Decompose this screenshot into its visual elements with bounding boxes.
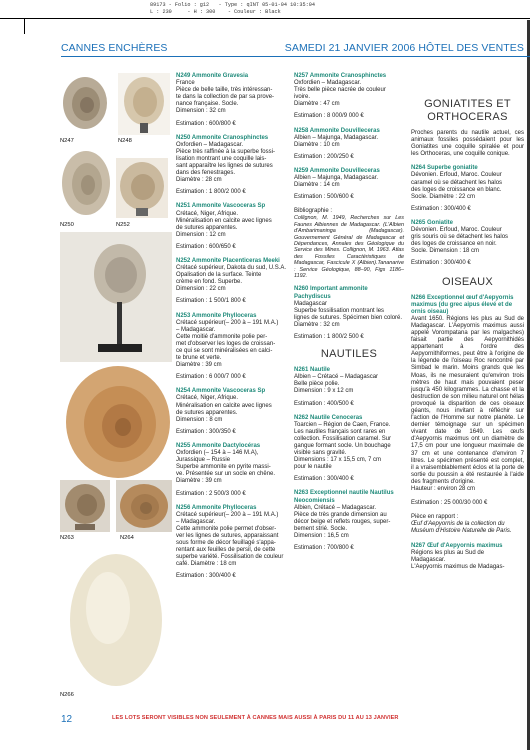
lot-line: Estimation : 8 000/9 000 € [294, 113, 364, 120]
lot-line: Cette moitié d'ammonite polie per- [176, 333, 268, 340]
lot-line: Dimensions : 17 x 15,5 cm, 7 cm [294, 457, 382, 464]
section-title-nautiles: NAUTILES [320, 348, 378, 361]
lot-line: gangue formant socle. Un bouchage [294, 442, 391, 449]
caption-n247: N247 [60, 138, 74, 144]
lot-line: Estimation : 300/350 € [176, 428, 236, 435]
print-slug [0, 0, 530, 18]
lot-line: pour le nautile [294, 464, 332, 471]
lot-item [294, 168, 404, 201]
lot-title: N254 Ammonite Vascoceras Sp [176, 388, 266, 395]
caption-n250: N250 [60, 222, 74, 228]
biblio-text: Collignon, M. 1949, Recherches sur Les Faunes Albiennes de Madagascar. (L'Albien d'Ambarimaninga (Madagascar). Gouvernement Général de Madagascar et Dépendances, Annales des Géologique du Service des Mines. Collignon, M. 1963. Atlas des Fossiles Caractéristiques de Madagascar, Fascicule X (Albien).Tananarive : Service Géologique, 88–90, Figs 1186–1192. [294, 215, 404, 280]
lot-item [176, 258, 288, 306]
lot-title: N255 Ammonite Dactylocéras [176, 442, 261, 449]
lot-line: Crétacé supérieur, Dakota du sud, U.S.A. [176, 265, 287, 272]
lot-line: Dévonien. Erfoud, Maroc. Couleur [411, 227, 502, 234]
lot-line: sant apparaître les lignes de sutures [176, 163, 273, 170]
lot-line: Régions les plus au Sud de [411, 549, 485, 556]
lot-line: Albien – Majunga, Madagascar. [294, 175, 379, 182]
lot-line: ver les lignes de sutures, apparaissant [176, 532, 279, 539]
lot-title: N259 Ammonite Douvilleceras [294, 167, 380, 174]
lot-line: nance française. Socle. [176, 101, 239, 108]
photo-n263 [60, 480, 110, 532]
column-3 [294, 73, 404, 559]
photo-n264 [116, 480, 172, 532]
section-title-oiseaux: OISEAUX [441, 275, 493, 288]
lot-line: Estimation : 700/800 € [294, 545, 354, 552]
lot-line: Albien – Majunga, Madagascar. [294, 134, 379, 141]
lot-line: de sutures apparentes. [176, 409, 238, 416]
lot-line: Estimation : 1 800/2 000 € [176, 189, 246, 196]
header-right: SAMEDI 21 JANVIER 2006 HÔTEL DES VENTES [284, 42, 524, 54]
lot-n266-hauteur: Hauteur : environ 28 cm [411, 486, 476, 493]
lot-title: N264 Superbe goniatite [411, 165, 478, 172]
lot-line: Estimation : 300/400 € [294, 476, 354, 483]
lot-line: sous forme de décor feuillagé s'appa- [176, 540, 276, 547]
lot-line: te brune et verte. [176, 355, 222, 362]
lot-line: Estimation : 400/500 € [294, 400, 354, 407]
lot-line: Crétacé supérieur(– 200 à – 191 M.A.) [176, 319, 279, 326]
lot-line: – Madagascar. [176, 518, 216, 525]
lot-line: Superbe ammonite en pyrite massi- [176, 464, 271, 471]
lot-title: N252 Ammonite Placenticeras Meeki [176, 257, 280, 264]
lot-line: Estimation : 1 800/2 500 € [294, 334, 364, 341]
lot-line: dans des fenestrages. [176, 170, 236, 177]
lot-item [176, 313, 288, 382]
lot-title: N265 Goniatite [411, 219, 454, 226]
lot-line: Dimension : 12 cm [176, 231, 226, 238]
lot-title: N249 Ammonite Gravesia [176, 73, 249, 79]
lot-title: N251 Ammonite Vascoceras Sp [176, 203, 266, 210]
photo-n250 [60, 148, 112, 218]
lot-line: Jurassique – Russie [176, 457, 231, 464]
lot-line: Madagascar. [411, 556, 446, 563]
lot-line: Estimation : 1 500/1 800 € [176, 298, 246, 305]
lot-line: Diamètre : 47 cm [294, 101, 340, 108]
column-2 [176, 73, 288, 588]
lot-line: Minéralisation en calcite avec lignes [176, 402, 272, 409]
photo-n247 [60, 73, 110, 133]
lot-line: Pièce très raffinée à la superbe fossi- [176, 148, 275, 155]
lot-item [294, 490, 404, 552]
lot-line: Dimension : 9 x 12 cm [294, 388, 354, 395]
lot-line: Les nautiles français sont rares en [294, 428, 386, 435]
lot-line: Superbe fossilisation montrant les [294, 307, 385, 314]
lot-line: Dimension : 22 cm [176, 286, 226, 293]
caption-n252: N252 [116, 222, 130, 228]
lot-line: Oxfordien (– 154 à – 146 M.A), [176, 450, 259, 457]
lot-line: Crétacé supérieur(– 200 à – 191 M.A.) [176, 511, 279, 518]
photo-n252 [116, 158, 168, 218]
lot-title: N262 Nautile Cenoceras [294, 414, 363, 421]
column-4 [411, 96, 524, 578]
lot-line: France [176, 80, 195, 87]
page-number: 12 [61, 714, 73, 725]
lot-n266-text: Avant 1650. Régions les plus au Sud de Madagascar. L'Aepyornis maximus aussi appelé Vorompatana par les malgaches) faisait partie des Aepyornithidés appartenant à l'ordre des Aepyornithiformes, peut être à l'origine de la légende de l'oiseau Roc rencontré par Simbad le marin. Moins grands que les Moas, ils ne mesuraient qu'environ trois mètres de haut mais pouvaient peser jusqu'à 450 kilogrammes. La chasse et la destruction de son milieu naturel ont hélas provoqué la disparition de ces oiseaux géants, nous invitant à réfléchir sur l'action de l'Homme sur notre planète. Le dernier témoignage sur un spécimen vivant date de 1649. Les œufs d'Aepyornis maximus ont un diamètre de 17,5 cm pour une longueur maximale de 37 cm et une contenance d'environ 7 litres. Le spécimen présenté est complet, il a vraisemblablement éclos et la porte de sortie du poussin a été restaurée à l'aide des fragments d'origine. [411, 315, 524, 485]
photo-n248 [118, 73, 170, 135]
lot-line: gris souris où se détachent les halos [411, 234, 509, 241]
lot-line: ivoire. [294, 94, 311, 101]
biblio-label: Bibliographie : [294, 208, 333, 215]
lot-line: Diamètre : 32 cm [294, 321, 340, 328]
caption-n266: N266 [60, 692, 74, 698]
lot-n266-title: N266 Exceptionnel œuf d'Aepyornis maximus (du grec aipus élevé et de ornis oiseau) [411, 294, 514, 315]
lot-line: Cette ammonite polie permet d'obser- [176, 525, 277, 532]
lot-line: Toarcien – Région de Caen, France. [294, 421, 391, 428]
lot-line: Estimation : 600/650 € [176, 243, 236, 250]
lot-title: N253 Ammonite Phylloceras [176, 312, 257, 319]
lot-line: met d'observer les loges de croissan- [176, 340, 276, 347]
lot-line: visible sans gravité. [294, 450, 347, 457]
lot-line: Diamètre : 39 cm [176, 362, 222, 369]
lot-line: L'Aepyornis maximus de Madagas- [411, 563, 505, 570]
lot-line: – Madagascar. [176, 326, 216, 333]
photo-n254 [60, 232, 172, 370]
lot-item [176, 443, 288, 498]
lot-line: Estimation : 600/800 € [176, 120, 236, 127]
caption-n248: N248 [118, 138, 132, 144]
caption-n264: N264 [120, 535, 134, 541]
lot-line: Dimension : 32 cm [176, 108, 226, 115]
lot-line: Estimation : 300/400 € [176, 573, 236, 580]
lot-n267 [411, 543, 524, 571]
lot-line: Minéralisation en calcite avec lignes [176, 217, 272, 224]
lot-line: Socle. Diamètre : 22 cm [411, 193, 476, 200]
photo-n266 [60, 548, 172, 688]
lot-line: Pièce de très grande dimension au [294, 511, 387, 518]
lot-title: N250 Ammonite Cranosphinctes [176, 134, 269, 141]
lot-n266 [411, 295, 524, 536]
lot-line: Dévonien. Erfoud, Maroc. Couleur [411, 172, 502, 179]
lot-line: Estimation : 300/400 € [411, 260, 471, 267]
lot-n266-piece-text: Œuf d'Aepyornis de la collection du Muséum d'Histoire Naturelle de Paris. [411, 521, 512, 535]
lot-line: caramel où se détachent les halos [411, 179, 503, 186]
lot-n266-estimation: Estimation : 25 000/30 000 € [411, 500, 488, 507]
lot-line: Estimation : 500/600 € [294, 194, 354, 201]
lot-line: Diamètre : 14 cm [294, 182, 340, 189]
lot-title: N257 Ammonite Cranosphinctes [294, 73, 387, 79]
lot-item [176, 135, 288, 197]
lot-line: des loges de croissance en noir. [411, 241, 497, 248]
lot-n267-title: N267 Œuf d'Aepyornis maximus [411, 542, 503, 549]
lot-item [294, 415, 404, 484]
lot-line: Estimation : 6 000/7 000 € [176, 374, 246, 381]
lot-title: N258 Ammonite Douvilleceras [294, 127, 380, 134]
lot-item [294, 367, 404, 407]
lot-line: Dimension : 8 cm [176, 416, 223, 423]
lot-line: Très belle pièce nacrée de couleur [294, 87, 386, 94]
lot-line: lignes de sutures. Spécimen bien coloré. [294, 314, 403, 321]
lot-item [176, 203, 288, 251]
lot-line: Dimension : 16,5 cm [294, 533, 349, 539]
lot-line: ce qui se sont minéralisées en calci- [176, 348, 273, 354]
lot-title: N256 Ammonite Phylloceras [176, 504, 257, 511]
lot-item [411, 165, 524, 213]
lot-item [176, 505, 288, 581]
lot-n266-piece-label: Pièce en rapport : [411, 514, 459, 521]
crop-line [0, 18, 530, 19]
lot-line: café. Diamètre : 18 cm [176, 561, 237, 568]
lot-line: Crétacé, Niger, Afrique. [176, 210, 239, 217]
lot-line: Diamètre : 39 cm [176, 478, 222, 485]
lot-line: bement strié. Socle. [294, 525, 348, 532]
lot-item [176, 73, 288, 128]
lot-line: collection. Fossilisation caramel. Sur [294, 435, 392, 442]
caption-n263: N263 [60, 535, 74, 541]
lot-line: crème en fond. Superbe. [176, 279, 243, 286]
header-rule [61, 56, 530, 57]
lot-line: Albien, Crétacé – Madagascar. [294, 504, 377, 511]
footer-notice: LES LOTS SERONT VISIBLES NON SEULEMENT À CANNES MAIS AUSSI À PARIS DU 11 AU 13 JANVIER [112, 715, 399, 721]
lot-line: Socle. Dimension : 18 cm [411, 248, 480, 255]
lot-line: ve. Présentée sur un socle en chêne. [176, 471, 276, 478]
lot-line: de sutures apparentes. [176, 224, 238, 231]
lot-line: Diamètre : 28 cm [176, 177, 222, 184]
lot-line: décor beige et reflets rouges, super- [294, 518, 391, 525]
lot-title: N263 Exceptionnel nautile Nautilus Neocomiensis [294, 490, 394, 504]
lot-item [294, 128, 404, 161]
slug-line-1: 89173 - Folio : g12 - Type : qINT 05-01-04 10:35:04 [150, 2, 315, 8]
lot-line: Oxfordien – Madagascar. [294, 80, 362, 87]
lot-item [294, 73, 404, 121]
bibliography [294, 208, 404, 279]
lot-item [411, 220, 524, 268]
lot-title: N261 Nautile [294, 367, 331, 374]
lot-line: superbe variété. Fossilisation de couleur [176, 554, 284, 561]
photo-n260 [60, 362, 172, 482]
slug-line-2: L : 230 - H : 300 - Couleur : Black [150, 9, 281, 15]
lot-item [176, 388, 288, 436]
lot-line: Estimation : 2 500/3 000 € [176, 490, 246, 497]
crop-mark-left [24, 18, 25, 34]
lot-line: Albien – Crétacé – Madagascar [294, 374, 379, 381]
section-title-goniatites: GONIATITES ET ORTHOCERAS [424, 98, 511, 123]
goniatites-intro: Proches parents du nautile actuel, ces animaux fossiles possédaient pour les Goniatites une coquille spiralée et pour les Orthoceras, une coquille conique. [411, 130, 524, 158]
lot-line: te dans la collection de par sa prove- [176, 94, 275, 101]
lot-line: Crétacé, Niger, Afrique. [176, 395, 239, 402]
lot-line: Estimation : 200/250 € [294, 153, 354, 160]
lot-line: Estimation : 300/400 € [411, 205, 471, 212]
lot-line: Madagascar [294, 300, 328, 307]
lot-line: Belle pièce polie. [294, 381, 340, 388]
lot-line: Pièce de belle taille, très intéressan- [176, 87, 273, 94]
lot-line: des loges de croissance en blanc. [411, 186, 502, 193]
lot-title: N260 Important ammonite Pachydiscus [294, 286, 368, 300]
lot-line: Diamètre : 10 cm [294, 141, 340, 148]
lot-line: lisation montrant une coquille lais- [176, 155, 267, 162]
lot-line: Oxfordien – Madagascar. [176, 141, 244, 148]
lot-item [294, 286, 404, 341]
header-left: CANNES ENCHÈRES [61, 42, 168, 54]
lot-line: rentant aux feuilles de persil, de cette [176, 547, 276, 554]
lot-line: Opalisation de la surface. Teinte [176, 272, 262, 279]
